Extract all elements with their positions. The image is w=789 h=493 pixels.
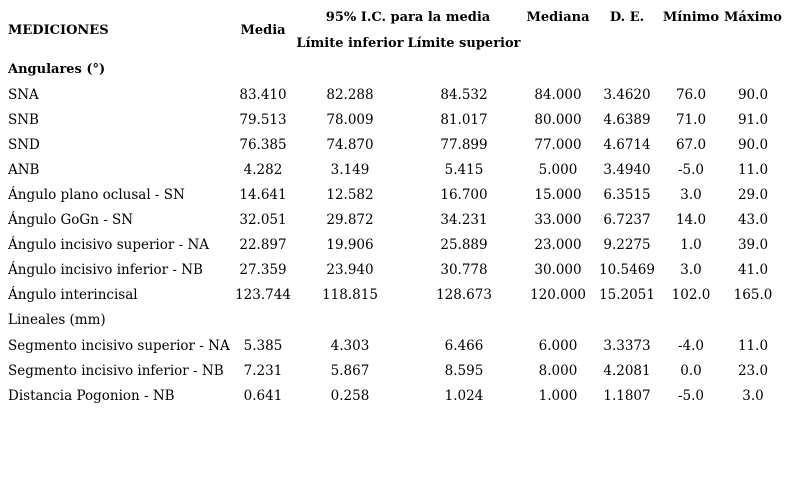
header-limite-inferior: Límite inferior — [296, 35, 404, 51]
cell-limite-superior: 81.017 — [440, 111, 488, 128]
cell-maximo: 90.0 — [737, 86, 769, 103]
cell-media: 22.897 — [239, 236, 287, 253]
row-label: Ángulo interincisal — [8, 286, 138, 303]
cell-de: 4.6389 — [603, 111, 651, 128]
row-label: Ángulo incisivo superior - NA — [8, 236, 210, 253]
row-label: Ángulo plano oclusal - SN — [8, 186, 185, 203]
cell-maximo: 11.0 — [737, 337, 769, 354]
section-label-angulares: Angulares (°) — [8, 61, 106, 77]
row-label: Segmento incisivo inferior - NB — [8, 362, 224, 379]
cell-limite-inferior: 23.940 — [326, 261, 374, 278]
table-row — [8, 383, 784, 408]
cell-media: 79.513 — [239, 111, 287, 128]
cell-media: 0.641 — [243, 387, 283, 404]
cell-limite-inferior: 0.258 — [330, 387, 370, 404]
cell-limite-inferior: 118.815 — [322, 286, 378, 303]
cell-mediana: 33.000 — [534, 211, 582, 228]
cell-mediana: 23.000 — [534, 236, 582, 253]
row-label: Distancia Pogonion - NB — [8, 387, 175, 404]
cell-de: 1.1807 — [603, 387, 651, 404]
cell-maximo: 41.0 — [737, 261, 769, 278]
cell-limite-inferior: 3.149 — [330, 161, 370, 178]
cell-de: 15.2051 — [599, 286, 655, 303]
cell-de: 4.6714 — [603, 136, 651, 153]
cell-media: 4.282 — [243, 161, 283, 178]
cell-de: 10.5469 — [599, 261, 655, 278]
cell-minimo: 3.0 — [680, 186, 702, 203]
table-row — [8, 132, 784, 157]
header-ic-group: 95% I.C. para la media — [325, 9, 491, 25]
cell-minimo: 102.0 — [671, 286, 711, 303]
cell-maximo: 43.0 — [737, 211, 769, 228]
header-de: D. E. — [609, 9, 645, 25]
cell-media: 5.385 — [243, 337, 283, 354]
cell-mediana: 1.000 — [538, 387, 578, 404]
cell-mediana: 6.000 — [538, 337, 578, 354]
row-label: Segmento incisivo superior - NA — [8, 337, 230, 354]
cell-mediana: 84.000 — [534, 86, 582, 103]
cell-limite-superior: 30.778 — [440, 261, 488, 278]
row-label: SNA — [8, 86, 39, 103]
cell-limite-inferior: 5.867 — [330, 362, 370, 379]
cell-maximo: 11.0 — [737, 161, 769, 178]
cell-mediana: 30.000 — [534, 261, 582, 278]
row-label: SND — [8, 136, 40, 153]
table-row — [8, 207, 784, 232]
cell-maximo: 91.0 — [737, 111, 769, 128]
cell-minimo: 0.0 — [680, 362, 702, 379]
cell-de: 3.4620 — [603, 86, 651, 103]
cell-limite-superior: 77.899 — [440, 136, 488, 153]
cell-limite-superior: 34.231 — [440, 211, 488, 228]
header-mediciones: MEDICIONES — [8, 22, 109, 38]
cell-limite-superior: 16.700 — [440, 186, 488, 203]
table-row — [8, 182, 784, 207]
table-row — [8, 257, 784, 282]
table-row — [8, 107, 784, 132]
cell-maximo: 165.0 — [733, 286, 773, 303]
cell-limite-superior: 8.595 — [444, 362, 484, 379]
cell-limite-inferior: 4.303 — [330, 337, 370, 354]
cell-limite-superior: 128.673 — [436, 286, 492, 303]
cell-limite-inferior: 82.288 — [326, 86, 374, 103]
cell-limite-superior: 25.889 — [440, 236, 488, 253]
cell-mediana: 120.000 — [530, 286, 586, 303]
cell-limite-inferior: 78.009 — [326, 111, 374, 128]
cell-media: 7.231 — [243, 362, 283, 379]
cell-de: 4.2081 — [603, 362, 651, 379]
cell-maximo: 29.0 — [737, 186, 769, 203]
cell-limite-inferior: 29.872 — [326, 211, 374, 228]
cell-maximo: 39.0 — [737, 236, 769, 253]
row-label: ANB — [8, 161, 40, 178]
cell-minimo: -5.0 — [677, 161, 705, 178]
cell-media: 76.385 — [239, 136, 287, 153]
cell-de: 3.3373 — [603, 337, 651, 354]
cell-limite-superior: 6.466 — [444, 337, 484, 354]
table-row — [8, 232, 784, 257]
cell-mediana: 77.000 — [534, 136, 582, 153]
table-row — [8, 333, 784, 358]
cell-minimo: -5.0 — [677, 387, 705, 404]
cell-de: 6.7237 — [603, 211, 651, 228]
cell-media: 83.410 — [239, 86, 287, 103]
cell-limite-superior: 5.415 — [444, 161, 484, 178]
row-label: SNB — [8, 111, 39, 128]
header-minimo: Mínimo — [662, 9, 720, 25]
row-label: Ángulo GoGn - SN — [8, 211, 134, 228]
cell-minimo: 71.0 — [675, 111, 707, 128]
cephalometric-statistics-table — [8, 4, 784, 408]
table-row — [8, 358, 784, 383]
cell-minimo: 67.0 — [675, 136, 707, 153]
cell-media: 27.359 — [239, 261, 287, 278]
cell-media: 14.641 — [239, 186, 287, 203]
cell-minimo: -4.0 — [677, 337, 705, 354]
statistics-table-container — [8, 4, 784, 408]
cell-maximo: 23.0 — [737, 362, 769, 379]
cell-media: 123.744 — [235, 286, 291, 303]
cell-mediana: 8.000 — [538, 362, 578, 379]
header-media: Media — [240, 22, 286, 38]
cell-limite-superior: 84.532 — [440, 86, 488, 103]
cell-de: 6.3515 — [603, 186, 651, 203]
section-row-angulares — [8, 56, 784, 82]
cell-minimo: 14.0 — [675, 211, 707, 228]
section-row-lineales — [8, 307, 784, 333]
cell-minimo: 1.0 — [680, 236, 702, 253]
cell-maximo: 3.0 — [742, 387, 764, 404]
cell-minimo: 76.0 — [675, 86, 707, 103]
cell-mediana: 5.000 — [538, 161, 578, 178]
header-maximo: Máximo — [724, 9, 782, 25]
cell-limite-inferior: 74.870 — [326, 136, 374, 153]
row-label: Ángulo incisivo inferior - NB — [8, 261, 203, 278]
cell-de: 9.2275 — [603, 236, 651, 253]
header-mediana: Mediana — [526, 9, 590, 25]
cell-mediana: 80.000 — [534, 111, 582, 128]
cell-limite-inferior: 12.582 — [326, 186, 374, 203]
cell-limite-inferior: 19.906 — [326, 236, 374, 253]
header-limite-superior: Límite superior — [407, 35, 521, 51]
cell-minimo: 3.0 — [680, 261, 702, 278]
table-row — [8, 82, 784, 107]
cell-maximo: 90.0 — [737, 136, 769, 153]
cell-mediana: 15.000 — [534, 186, 582, 203]
cell-de: 3.4940 — [603, 161, 651, 178]
cell-limite-superior: 1.024 — [444, 387, 484, 404]
table-row — [8, 282, 784, 307]
table-row — [8, 157, 784, 182]
cell-media: 32.051 — [239, 211, 287, 228]
section-label-lineales: Lineales (mm) — [8, 312, 106, 328]
